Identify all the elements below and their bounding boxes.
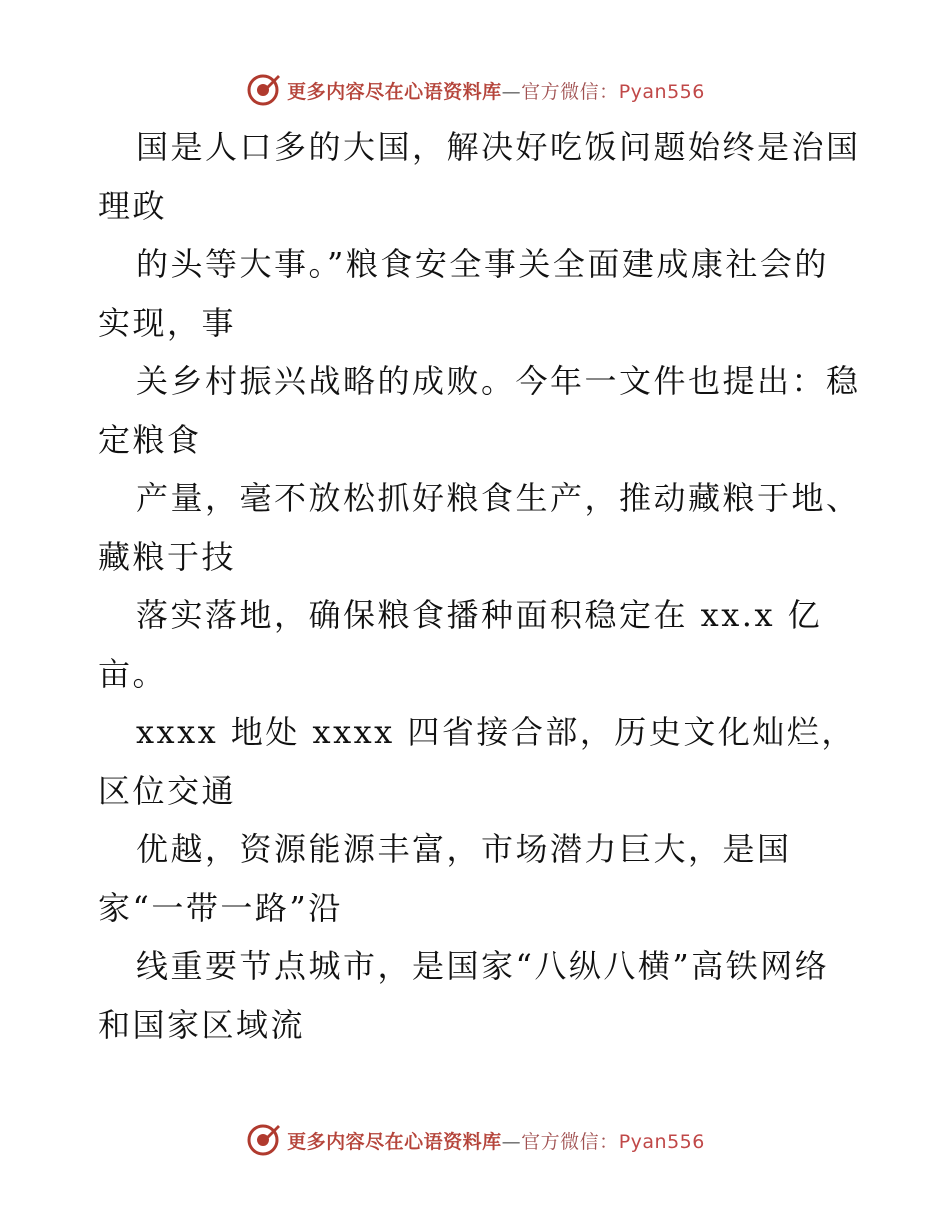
banner-dash: — <box>501 1130 522 1153</box>
header-watermark-banner <box>0 68 950 112</box>
footer-watermark-banner <box>0 1118 950 1162</box>
banner-text <box>287 1127 705 1154</box>
body-text-line: 线重要节点城市，是国家“八纵八横”高铁网络 <box>136 947 830 985</box>
body-text-line: 产量，毫不放松抓好粮食生产，推动藏粮于地、 <box>136 479 861 517</box>
banner-lead: 更多内容尽在心语资料库 <box>287 80 502 103</box>
banner-lead: 更多内容尽在心语资料库 <box>287 1130 502 1153</box>
banner-wechat-id: Pyan556 <box>618 1130 705 1153</box>
body-text-line: 理政 <box>98 186 168 225</box>
banner-wechat-label: 官方微信： <box>521 1130 619 1153</box>
pen-circle-logo-icon <box>245 72 281 108</box>
body-text-line: 关乡村振兴战略的成败。今年一文件也提出：稳 <box>136 362 861 400</box>
body-text-line: 区位交通 <box>98 771 237 810</box>
body-text-line: 国是人口多的大国，解决好吃饭问题始终是治国 <box>136 128 861 166</box>
body-text-line: 优越，资源能源丰富，市场潜力巨大，是国 <box>136 830 792 868</box>
banner-text <box>287 77 705 104</box>
banner-wechat-label: 官方微信： <box>521 80 619 103</box>
body-text-line: 亩。 <box>98 654 168 693</box>
body-text-line: 实现，事 <box>98 303 237 342</box>
body-text-line: 的头等大事。”粮食安全事关全面建成康社会的 <box>136 245 829 283</box>
body-text-line: 藏粮于技 <box>98 537 237 576</box>
body-text-line: xxxx 地处 xxxx 四省接合部，历史文化灿烂， <box>136 713 856 751</box>
pen-circle-logo-icon <box>245 1122 281 1158</box>
banner-wechat-id: Pyan556 <box>618 80 705 103</box>
document-body <box>98 118 861 1054</box>
body-text-line: 和国家区域流 <box>98 1005 306 1044</box>
body-text-line: 定粮食 <box>98 420 202 459</box>
body-text-line: 落实落地，确保粮食播种面积稳定在 xx.x 亿 <box>136 596 823 634</box>
body-text-line: 家“一带一路”沿 <box>98 888 343 927</box>
banner-dash: — <box>501 80 522 103</box>
